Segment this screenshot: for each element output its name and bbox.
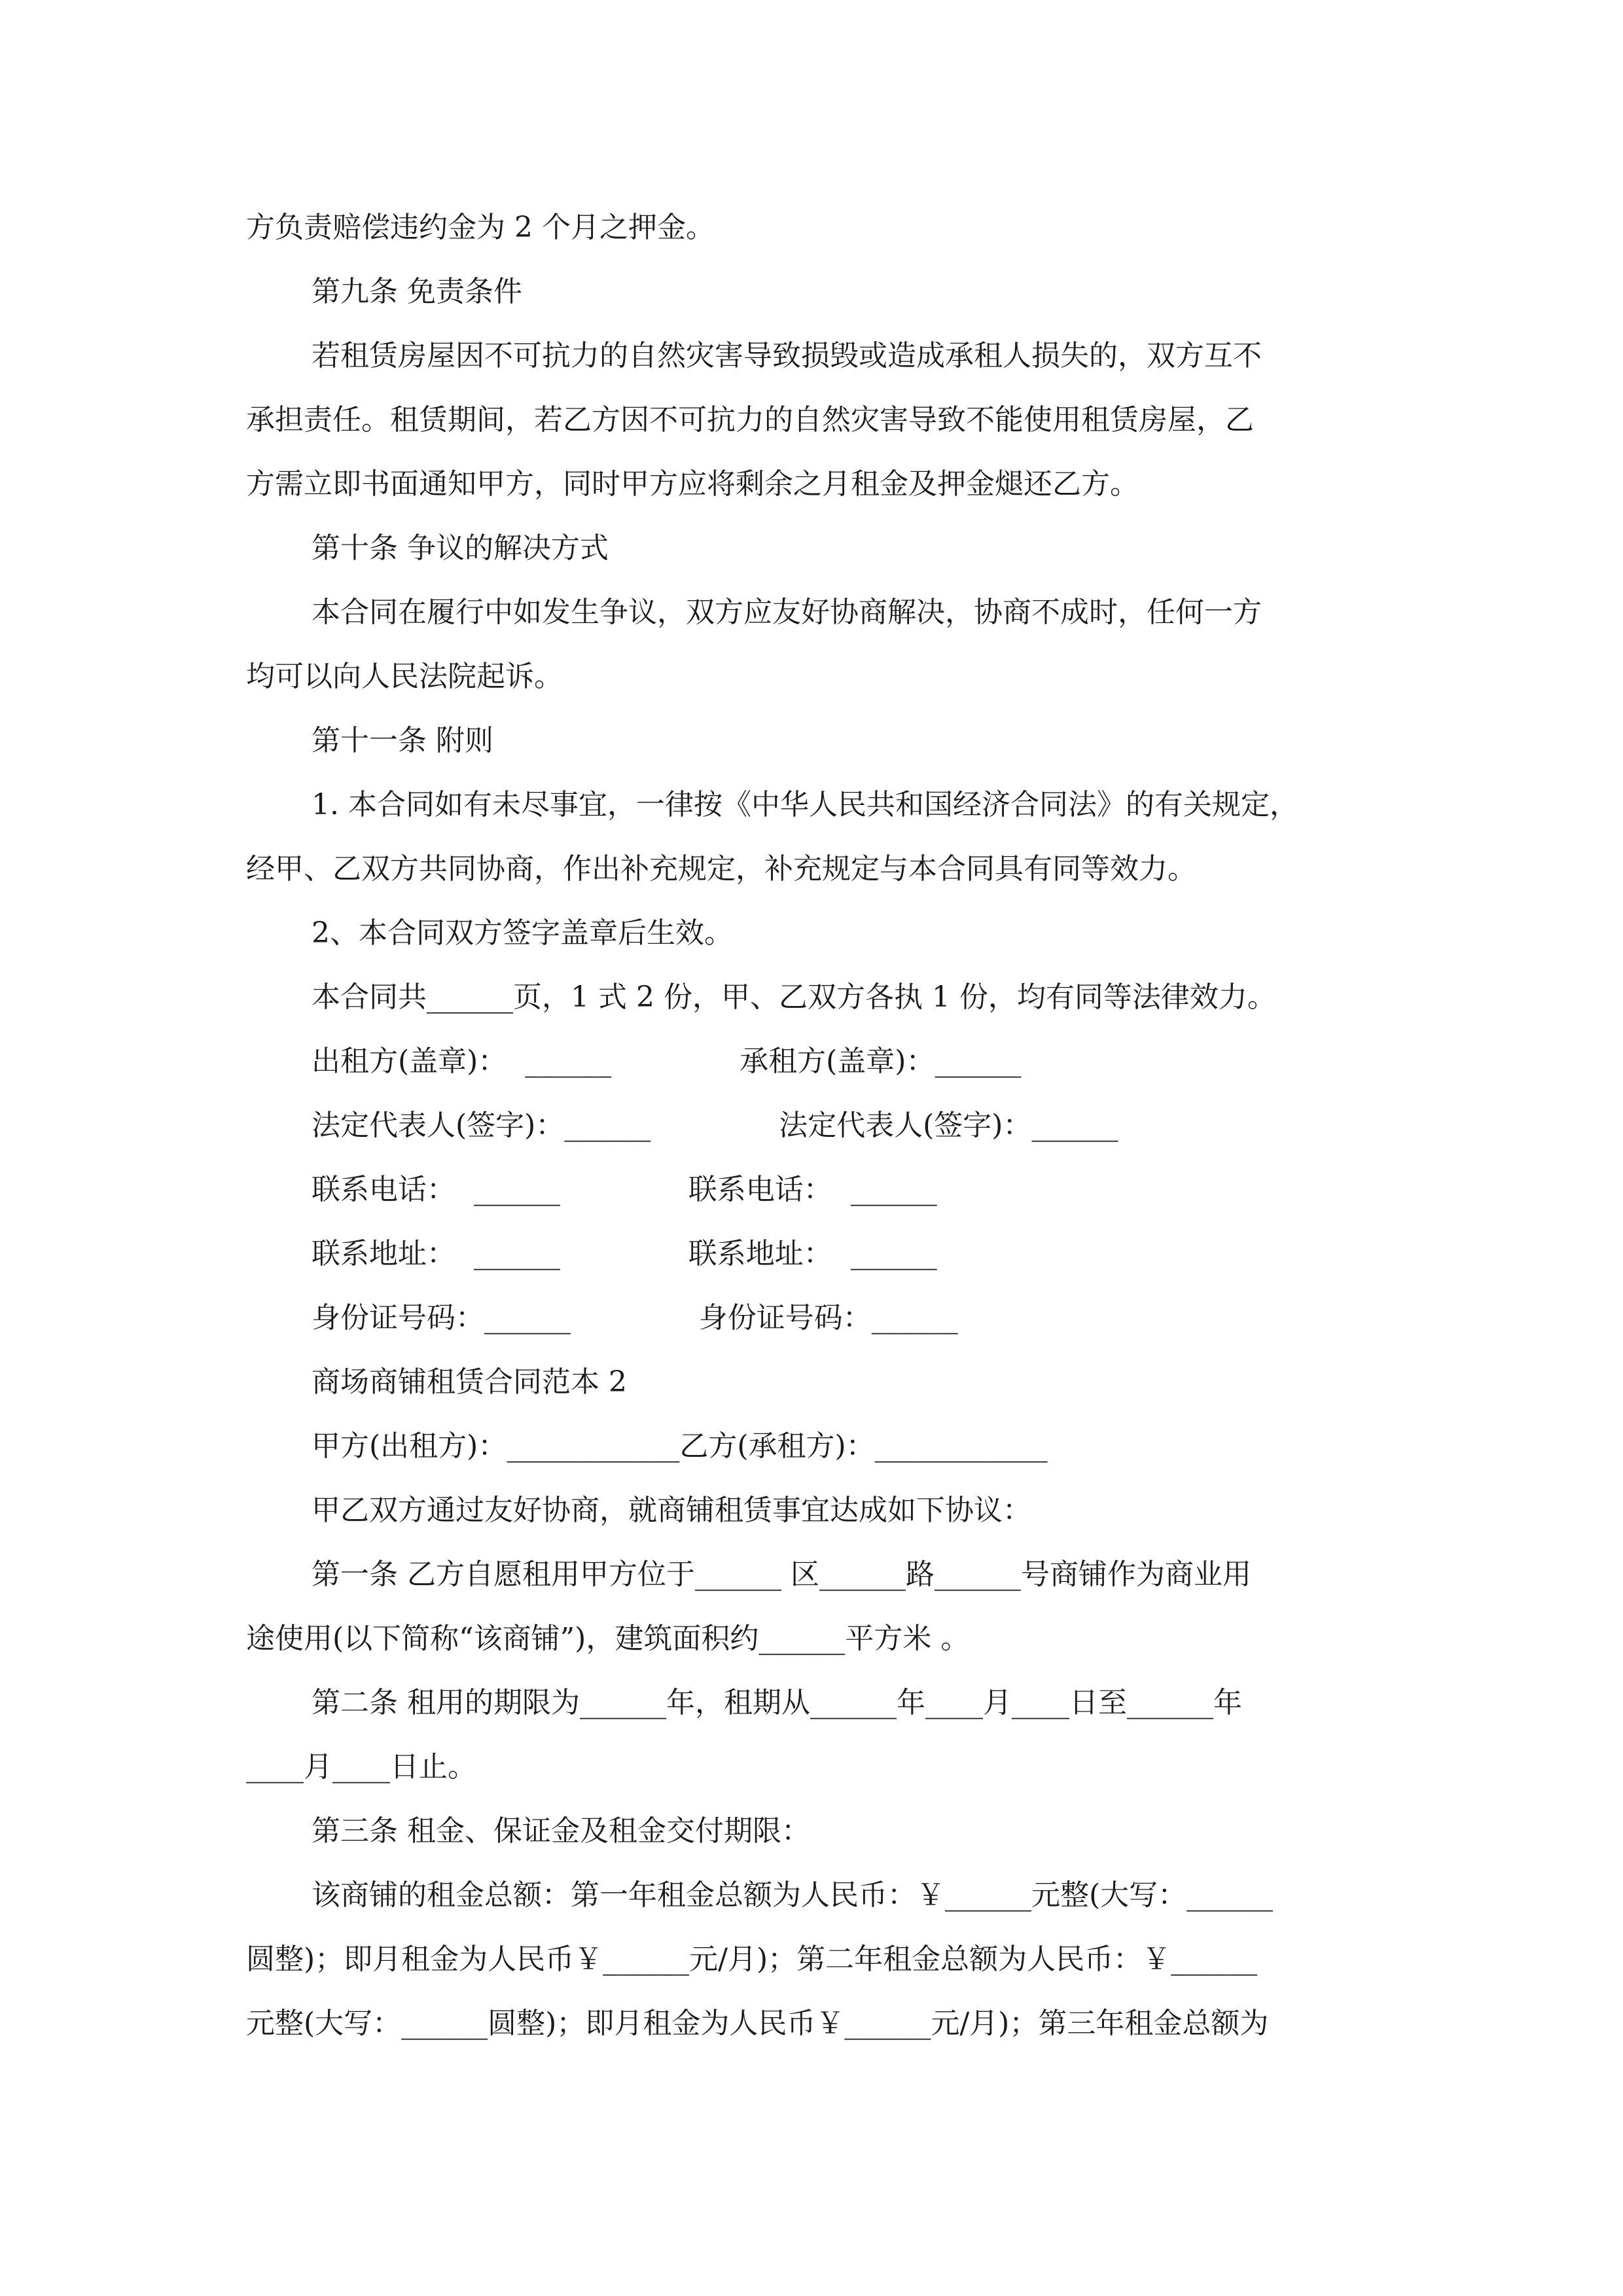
section-heading-11: 第十一条 附则	[312, 724, 493, 757]
signature-line-address: 联系地址： ______ 联系地址： ______	[312, 1237, 937, 1270]
clause-3-line-1: 该商铺的租金总额：第一年租金总额为人民币：￥______元整(大写：______	[312, 1878, 1274, 1912]
text-line-12: 2、本合同双方签字盖章后生效。	[312, 916, 733, 950]
text-line-21: 甲乙双方通过友好协商，就商铺租赁事宜达成如下协议：	[312, 1494, 1031, 1527]
text-line-8: 均可以向人民法院起诉。	[246, 660, 563, 693]
text-line-3: 若租赁房屋因不可抗力的自然灾害导致损毁或造成承租人损失的，双方互不	[312, 339, 1262, 372]
signature-line-id: 身份证号码：______ 身份证号码：______	[312, 1301, 958, 1335]
text-line-13: 本合同共______页，1 式 2 份，甲、乙双方各执 1 份，均有同等法律效力。	[312, 980, 1276, 1014]
clause-3-line-2: 圆整)；即月租金为人民币￥______元/月)；第二年租金总额为人民币：￥______	[246, 1943, 1258, 1976]
clause-3-heading: 第三条 租金、保证金及租金交付期限：	[312, 1814, 810, 1848]
clause-2-line-2: ____月____日止。	[246, 1750, 476, 1784]
text-line-11: 经甲、乙双方共同协商，作出补充规定，补充规定与本合同具有同等效力。	[246, 852, 1196, 886]
clause-1-line-1: 第一条 乙方自愿租用甲方位于______ 区______路______号商铺作为商业用	[312, 1558, 1251, 1591]
contract-title-2: 商场商铺租赁合同范本 2	[312, 1365, 627, 1399]
section-heading-10: 第十条 争议的解决方式	[312, 531, 609, 565]
text-line-4: 承担责任。租赁期间，若乙方因不可抗力的自然灾害导致不能使用租赁房屋，乙	[246, 403, 1254, 437]
signature-line-representative: 法定代表人(签字)：______ 法定代表人(签字)：______	[312, 1109, 1118, 1142]
signature-line-seal: 出租方(盖章)： ______ 承租方(盖章)：______	[312, 1045, 1022, 1078]
text-line-10: 1. 本合同如有未尽事宜，一律按《中华人民共和国经济合同法》的有关规定，	[312, 788, 1298, 821]
text-line-7: 本合同在履行中如发生争议，双方应友好协商解决，协商不成时，任何一方	[312, 596, 1262, 629]
clause-3-line-3: 元整(大写：______圆整)；即月租金为人民币￥______元/月)；第三年租金总额为	[246, 2007, 1269, 2040]
parties-line: 甲方(出租方)：____________乙方(承租方)：____________	[312, 1429, 1048, 1463]
clause-1-line-2: 途使用(以下简称“该商铺”)，建筑面积约______平方米 。	[246, 1622, 970, 1655]
signature-line-phone: 联系电话： ______ 联系电话： ______	[312, 1173, 937, 1206]
text-line-5: 方需立即书面通知甲方，同时甲方应将剩余之月租金及押金煺还乙方。	[246, 467, 1139, 501]
text-line-1: 方负责赔偿违约金为 2 个月之押金。	[246, 211, 715, 244]
section-heading-9: 第九条 免责条件	[312, 275, 522, 308]
clause-2-line-1: 第二条 租用的期限为______年，租期从______年____月____日至______年	[312, 1686, 1242, 1719]
